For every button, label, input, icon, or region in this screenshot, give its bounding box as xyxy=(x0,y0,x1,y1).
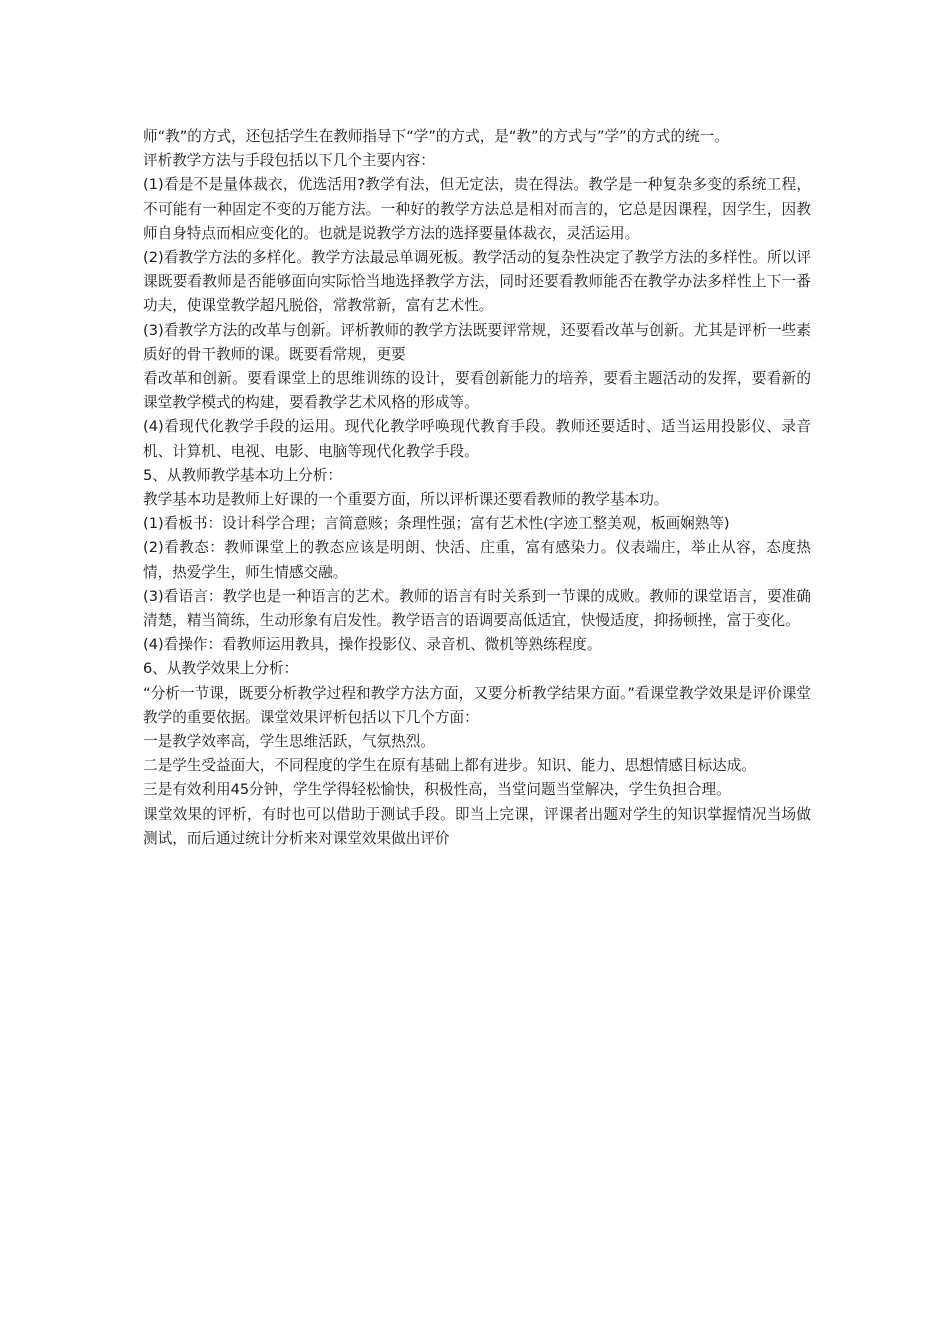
paragraph: 评析教学方法与手段包括以下几个主要内容： xyxy=(143,152,435,170)
paragraph: 教学基本功是教师上好课的一个重要方面，所以评析课还要看教师的教学基本功。 xyxy=(143,491,669,509)
paragraph: 看改革和创新。要看课堂上的思维训练的设计，要看创新能力的培养，要看主题活动的发挥，要看新的课堂教学模式的构建，要看教学艺术风格的形成等。 xyxy=(143,370,811,412)
paragraph: (1)看板书：设计科学合理；言简意赅；条理性强；富有艺术性(字迹工整美观，板画娴熟等) xyxy=(143,515,730,533)
paragraph: 二是学生受益面大，不同程度的学生在原有基础上都有进步。知识、能力、思想情感目标达成。 xyxy=(143,757,756,775)
paragraph: (3)看教学方法的改革与创新。评析教师的教学方法既要评常规，还要看改革与创新。尤其是评析一些素质好的骨干教师的课。既要看常规，更要 xyxy=(143,321,811,363)
section-heading: 5、从教师教学基本功上分析： xyxy=(143,466,343,484)
paragraph: (1)看是不是量体裁衣，优选活用?教学有法，但无定法，贵在得法。教学是一种复杂多变的系统工程，不可能有一种固定不变的万能方法。一种好的教学方法总是相对而言的，它总是因课程，因学生，因教师自身特点而相应变化的。也就是说教学方法的选择要量体裁衣，灵活运用。 xyxy=(143,176,811,242)
paragraph: (2)看教学方法的多样化。教学方法最忌单调死板。教学活动的复杂性决定了教学方法的多样性。所以评课既要看教师是否能够面向实际恰当地选择教学方法，同时还要看教师能否在教学办法多样性上下一番功夫，使课堂教学超凡脱俗，常教常新，富有艺术性。 xyxy=(143,249,811,315)
paragraph: “分析一节课，既要分析教学过程和教学方法方面，又要分析教学结果方面。”看课堂教学效果是评价课堂教学的重要依据。课堂效果评析包括以下几个方面： xyxy=(143,684,811,726)
paragraph: 一是教学效率高，学生思维活跃，气氛热烈。 xyxy=(143,733,435,751)
paragraph: (4)看操作：看教师运用教具，操作投影仪、录音机、微机等熟练程度。 xyxy=(143,636,602,654)
paragraph: 课堂效果的评析，有时也可以借助于测试手段。即当上完课，评课者出题对学生的知识掌握情况当场做测试，而后通过统计分析来对课堂效果做出评价 xyxy=(143,805,811,847)
paragraph: 师“教”的方式，还包括学生在教师指导下“学”的方式，是“教”的方式与”学”的方式的统一。 xyxy=(143,128,729,145)
paragraph: 三是有效利用45分钟，学生学得轻松愉快，积极性高，当堂问题当堂解决，学生负担合理。 xyxy=(143,781,731,799)
paragraph: (3)看语言：教学也是一种语言的艺术。教师的语言有时关系到一节课的成败。教师的课堂语言，要准确清楚，精当简练，生动形象有启发性。教学语言的语调要高低适宜，快慢适度，抑扬顿挫，富于变化。 xyxy=(143,587,811,630)
section-heading: 6、从教学效果上分析： xyxy=(143,660,299,678)
document-body xyxy=(143,125,811,851)
paragraph: (4)看现代化教学手段的运用。现代化教学呼唤现代教育手段。教师还要适时、适当运用投影仪、录音机、计算机、电视、电影、电脑等现代化教学手段。 xyxy=(143,418,811,460)
paragraph: (2)看教态：教师课堂上的教态应该是明朗、快活、庄重，富有感染力。仪表端庄，举止从容，态度热情，热爱学生，师生情感交融。 xyxy=(143,539,811,581)
